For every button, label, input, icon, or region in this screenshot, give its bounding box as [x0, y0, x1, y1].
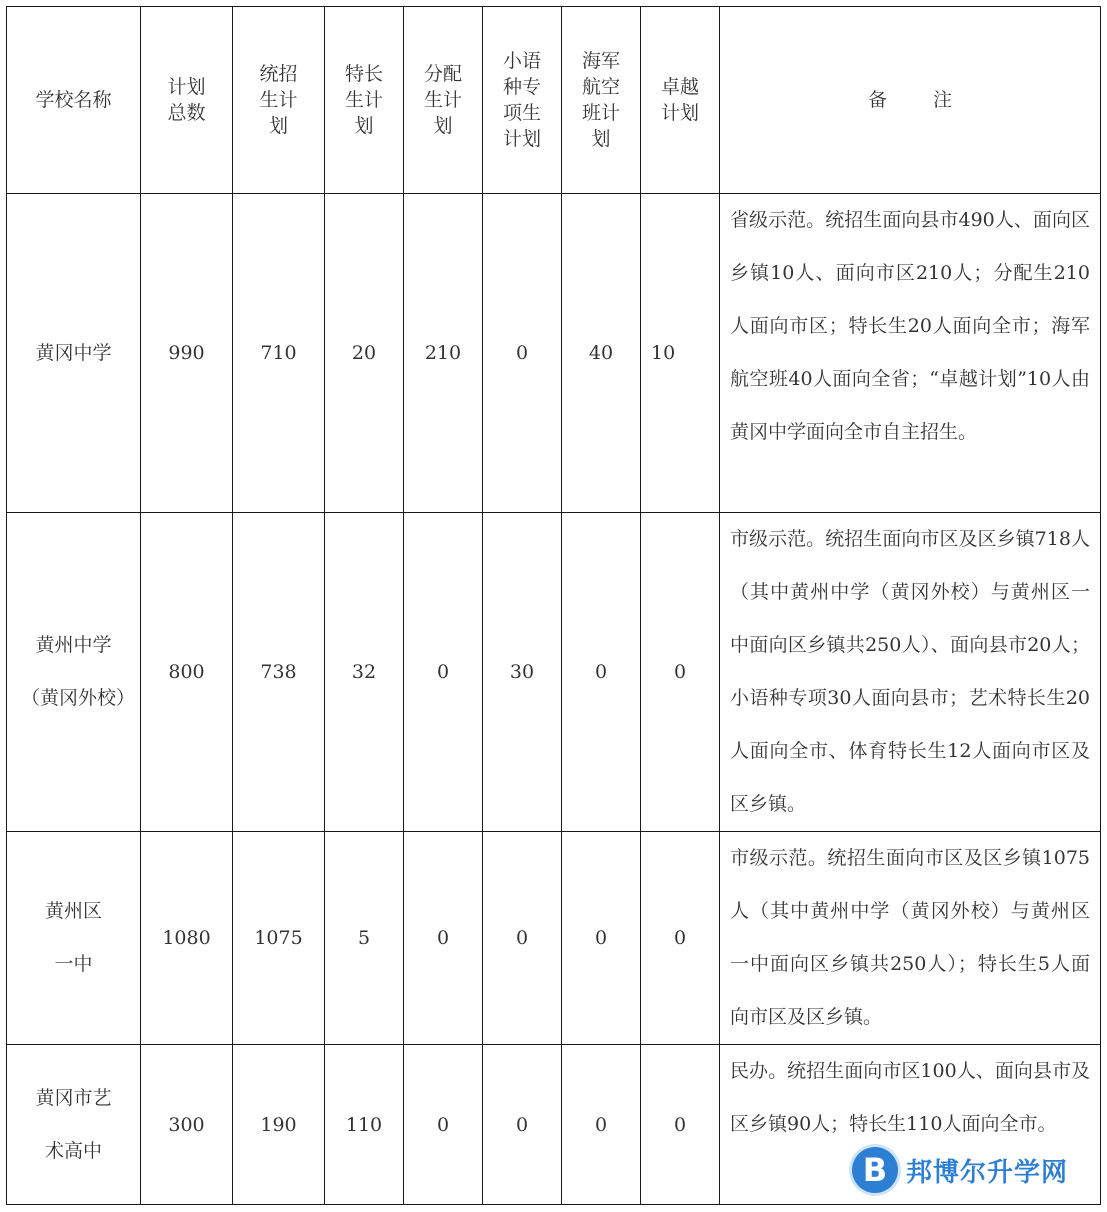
unified-plan-cell: 190: [233, 1045, 325, 1205]
school-name-cell: 黄州区一中: [7, 832, 141, 1045]
table-row: [7, 194, 1101, 513]
remarks-cell: 省级示范。统招生面向县市490人、面向区乡镇10人、面向市区210人；分配生210人面向市区；特长生20人面向全市；海军航空班40人面向全省；“卓越计划”10人由黄冈中学面向全市自主招生。: [720, 194, 1101, 513]
minor-language-plan-cell: 30: [483, 513, 562, 832]
plan-total-cell: 300: [141, 1045, 233, 1205]
header-unified-plan: 统招 生计 划: [233, 7, 325, 194]
header-remarks-char-2: 注: [933, 89, 953, 111]
watermark-logo: [852, 1146, 1068, 1194]
allocation-plan-cell: 210: [404, 194, 483, 513]
header-plan-total: 计划 总数: [141, 7, 233, 194]
logo-b-icon: B: [852, 1147, 898, 1193]
header-minor-language-plan: 小语 种专 项生 计划: [483, 7, 562, 194]
navy-aviation-plan-cell: 40: [562, 194, 641, 513]
minor-language-plan-cell: 0: [483, 1045, 562, 1205]
header-navy-aviation-plan: 海军 航空 班计 划: [562, 7, 641, 194]
school-name-cell: 黄冈市艺术高中: [7, 1045, 141, 1205]
plan-total-cell: 800: [141, 513, 233, 832]
header-remarks: [720, 7, 1101, 194]
header-special-plan: 特长 生计 划: [325, 7, 404, 194]
excellence-plan-cell: 0: [641, 513, 720, 832]
excellence-plan-cell: 0: [641, 1045, 720, 1205]
school-name-cell: 黄冈中学: [7, 194, 141, 513]
unified-plan-cell: 1075: [233, 832, 325, 1045]
header-excellence-plan: 卓越 计划: [641, 7, 720, 194]
header-remarks-char-1: 备: [867, 89, 887, 111]
special-plan-cell: 32: [325, 513, 404, 832]
table-row: [7, 832, 1101, 1045]
plan-total-cell: 990: [141, 194, 233, 513]
table-row: [7, 513, 1101, 832]
navy-aviation-plan-cell: 0: [562, 1045, 641, 1205]
remarks-cell: 市级示范。统招生面向市区及区乡镇718人（其中黄州中学（黄冈外校）与黄州区一中面向区乡镇共250人）、面向县市20人；小语种专项30人面向县市；艺术特长生20人面向全市、体育特长生12人面向市区及区乡镇。: [720, 513, 1101, 832]
remarks-cell: 市级示范。统招生面向市区及区乡镇1075人（其中黄州中学（黄冈外校）与黄州区一中面向区乡镇共250人）；特长生5人面向市区及区乡镇。: [720, 832, 1101, 1045]
school-name-cell: 黄州中学（黄冈外校）: [7, 513, 141, 832]
header-allocation-plan: 分配 生计 划: [404, 7, 483, 194]
unified-plan-cell: 738: [233, 513, 325, 832]
unified-plan-cell: 710: [233, 194, 325, 513]
minor-language-plan-cell: 0: [483, 832, 562, 1045]
allocation-plan-cell: 0: [404, 1045, 483, 1205]
plan-total-cell: 1080: [141, 832, 233, 1045]
header-row: [7, 7, 1101, 194]
special-plan-cell: 20: [325, 194, 404, 513]
logo-text: 邦博尔升学网: [906, 1157, 1069, 1188]
special-plan-cell: 110: [325, 1045, 404, 1205]
navy-aviation-plan-cell: 0: [562, 832, 641, 1045]
special-plan-cell: 5: [325, 832, 404, 1045]
minor-language-plan-cell: 0: [483, 194, 562, 513]
allocation-plan-cell: 0: [404, 832, 483, 1045]
navy-aviation-plan-cell: 0: [562, 513, 641, 832]
enrollment-plan-table: [6, 6, 1101, 1205]
excellence-plan-cell: 10: [641, 194, 720, 513]
header-school-name: 学校名称: [7, 7, 141, 194]
excellence-plan-cell: 0: [641, 832, 720, 1045]
allocation-plan-cell: 0: [404, 513, 483, 832]
remarks-cell: 民办。统招生面向市区100人、面向县市及区乡镇90人；特长生110人面向全市。: [720, 1045, 1101, 1205]
